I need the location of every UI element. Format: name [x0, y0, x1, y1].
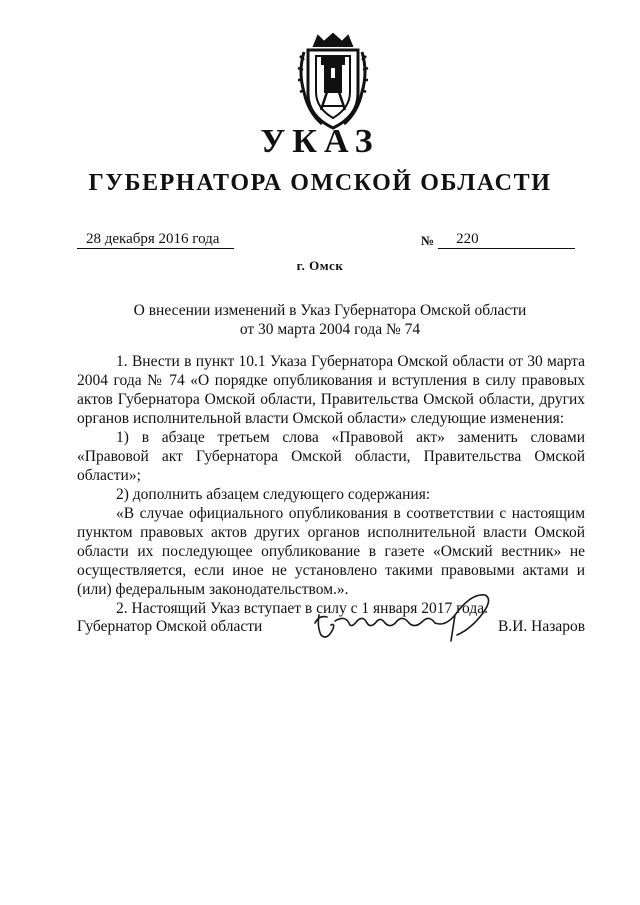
number-value: 220	[456, 231, 479, 247]
document-title: УКАЗ	[260, 123, 380, 160]
city: г. Омск	[296, 258, 344, 273]
signer-role: Губернатор Омской области	[77, 618, 263, 635]
subject-line-2: от 30 марта 2004 года № 74	[239, 321, 421, 338]
paragraph-4: «В случае официального опубликования в соответствии с настоящим пунктом правовых актов других органов исполнительной власти Омской области их последующее опубликование в газете «Омский вестник» не осуществляется, если иное не установлено такими правовыми актами и (или) федеральным законодательством.».	[77, 505, 585, 598]
coat-of-arms-icon	[292, 32, 374, 134]
document-number	[421, 230, 575, 250]
signature-image	[305, 585, 495, 645]
paragraph-3: 2) дополнить абзацем следующего содержания:	[116, 486, 431, 503]
number-line	[438, 230, 575, 249]
document-date	[77, 230, 234, 249]
signer-name: В.И. Назаров	[498, 618, 586, 635]
document-subject	[0, 301, 640, 339]
number-sign: №	[421, 233, 435, 248]
paragraph-2: 1) в абзаце третьем слова «Правовой акт» заменить словами «Правовой акт Губернатора Омской области, Правительства Омской области»;	[77, 429, 585, 484]
subject-line-1: О внесении изменений в Указ Губернатора Омской области	[133, 302, 527, 319]
paragraph-5: 2. Настоящий Указ вступает в силу с 1 января 2017 года.	[116, 600, 488, 617]
paragraph-1: 1. Внести в пункт 10.1 Указа Губернатора Омской области от 30 марта 2004 года № 74 «О порядке опубликования и вступления в силу правовых актов Губернатора Омской области, Правительства Омской области, других органов исполнительной власти Омской области» следующие изменения:	[77, 353, 585, 427]
document-date-text: 28 декабря 2016 года	[86, 231, 220, 247]
document-subtitle: ГУБЕРНАТОРА ОМСКОЙ ОБЛАСТИ	[88, 170, 552, 196]
document-body	[77, 352, 585, 618]
